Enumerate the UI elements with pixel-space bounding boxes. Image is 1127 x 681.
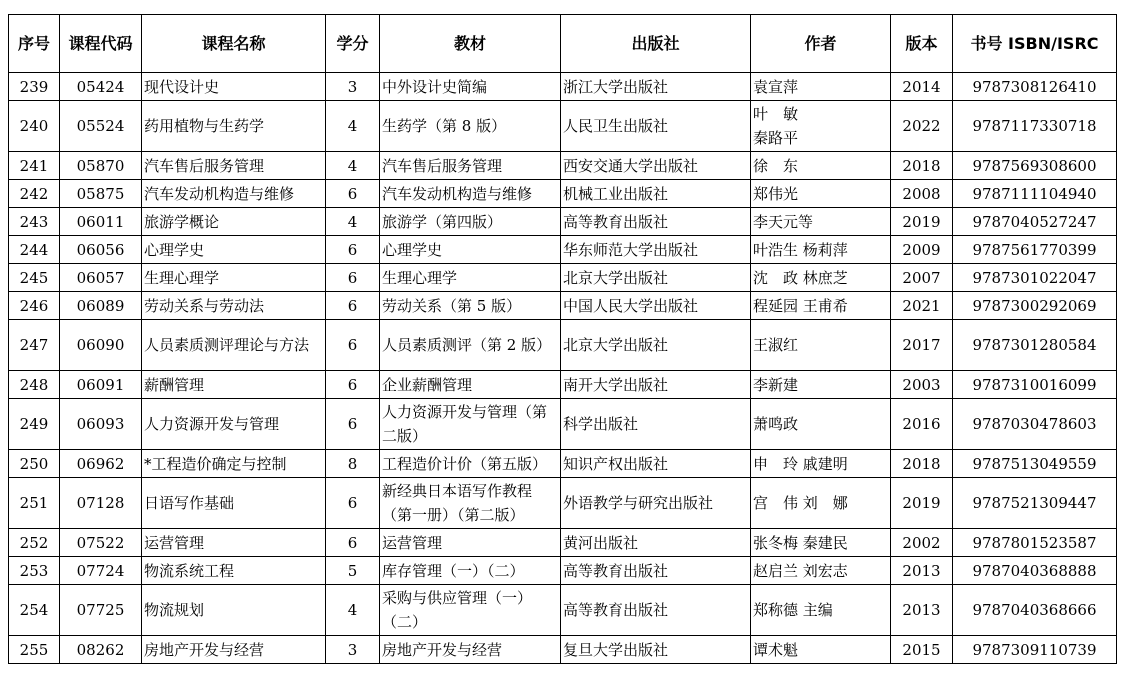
table-row [9, 529, 1117, 557]
cell-publisher: 南开大学出版社 [561, 371, 751, 399]
cell-publisher: 知识产权出版社 [561, 450, 751, 478]
cell-edition: 2002 [891, 529, 953, 557]
header-publisher: 出版社 [561, 15, 751, 73]
cell-author: 申 玲 戚建明 [751, 450, 891, 478]
cell-edition: 2018 [891, 152, 953, 180]
cell-author: 袁宣萍 [751, 73, 891, 101]
cell-textbook: 中外设计史简编 [380, 73, 561, 101]
cell-publisher: 机械工业出版社 [561, 180, 751, 208]
cell-credits: 4 [326, 208, 380, 236]
cell-textbook: 人力资源开发与管理（第二版） [380, 399, 561, 450]
cell-textbook: 工程造价计价（第五版） [380, 450, 561, 478]
cell-index: 255 [9, 636, 60, 664]
cell-course-name: 心理学史 [142, 236, 326, 264]
cell-isbn: 9787030478603 [953, 399, 1117, 450]
cell-edition: 2019 [891, 208, 953, 236]
cell-textbook: 旅游学（第四版） [380, 208, 561, 236]
cell-edition: 2013 [891, 585, 953, 636]
header-credits: 学分 [326, 15, 380, 73]
header-course-code: 课程代码 [60, 15, 142, 73]
cell-edition: 2014 [891, 73, 953, 101]
cell-edition: 2009 [891, 236, 953, 264]
table-row [9, 585, 1117, 636]
cell-textbook: 生理心理学 [380, 264, 561, 292]
cell-author: 宫 伟 刘 娜 [751, 478, 891, 529]
cell-index: 242 [9, 180, 60, 208]
cell-credits: 4 [326, 585, 380, 636]
cell-author: 程延园 王甫希 [751, 292, 891, 320]
cell-author: 王淑红 [751, 320, 891, 371]
cell-author: 赵启兰 刘宏志 [751, 557, 891, 585]
table-row [9, 399, 1117, 450]
cell-course-name: 运营管理 [142, 529, 326, 557]
cell-publisher: 高等教育出版社 [561, 585, 751, 636]
cell-textbook: 房地产开发与经营 [380, 636, 561, 664]
cell-textbook: 库存管理（一）（二） [380, 557, 561, 585]
cell-credits: 3 [326, 73, 380, 101]
cell-course-code: 07128 [60, 478, 142, 529]
cell-publisher: 高等教育出版社 [561, 208, 751, 236]
cell-publisher: 复旦大学出版社 [561, 636, 751, 664]
cell-index: 240 [9, 101, 60, 152]
cell-author: 李新建 [751, 371, 891, 399]
cell-course-name: 生理心理学 [142, 264, 326, 292]
cell-course-name: 人员素质测评理论与方法 [142, 320, 326, 371]
cell-edition: 2008 [891, 180, 953, 208]
cell-textbook: 人员素质测评（第 2 版） [380, 320, 561, 371]
cell-course-code: 07725 [60, 585, 142, 636]
cell-edition: 2019 [891, 478, 953, 529]
table-row [9, 557, 1117, 585]
cell-textbook: 企业薪酬管理 [380, 371, 561, 399]
cell-course-name: 日语写作基础 [142, 478, 326, 529]
cell-isbn: 9787040368888 [953, 557, 1117, 585]
cell-index: 239 [9, 73, 60, 101]
cell-credits: 4 [326, 152, 380, 180]
cell-index: 248 [9, 371, 60, 399]
cell-credits: 6 [326, 371, 380, 399]
cell-publisher: 北京大学出版社 [561, 320, 751, 371]
cell-textbook: 汽车发动机构造与维修 [380, 180, 561, 208]
cell-isbn: 9787561770399 [953, 236, 1117, 264]
cell-credits: 6 [326, 292, 380, 320]
table-row [9, 73, 1117, 101]
cell-course-name: 旅游学概论 [142, 208, 326, 236]
header-course-name: 课程名称 [142, 15, 326, 73]
cell-isbn: 9787301022047 [953, 264, 1117, 292]
cell-course-name: 汽车售后服务管理 [142, 152, 326, 180]
header-isbn: 书号 ISBN/ISRC [953, 15, 1117, 73]
header-author: 作者 [751, 15, 891, 73]
cell-index: 241 [9, 152, 60, 180]
cell-isbn: 9787040527247 [953, 208, 1117, 236]
cell-credits: 6 [326, 264, 380, 292]
cell-course-name: *工程造价确定与控制 [142, 450, 326, 478]
cell-index: 250 [9, 450, 60, 478]
cell-edition: 2016 [891, 399, 953, 450]
cell-course-name: 房地产开发与经营 [142, 636, 326, 664]
cell-credits: 3 [326, 636, 380, 664]
cell-publisher: 黄河出版社 [561, 529, 751, 557]
cell-isbn: 9787300292069 [953, 292, 1117, 320]
cell-textbook: 生药学（第 8 版） [380, 101, 561, 152]
cell-isbn: 9787301280584 [953, 320, 1117, 371]
cell-isbn: 9787040368666 [953, 585, 1117, 636]
table-row [9, 236, 1117, 264]
cell-course-name: 现代设计史 [142, 73, 326, 101]
cell-index: 254 [9, 585, 60, 636]
cell-author: 沈 政 林庶芝 [751, 264, 891, 292]
table-row [9, 450, 1117, 478]
cell-author: 张冬梅 秦建民 [751, 529, 891, 557]
cell-publisher: 高等教育出版社 [561, 557, 751, 585]
cell-credits: 5 [326, 557, 380, 585]
table-row [9, 371, 1117, 399]
cell-isbn: 9787513049559 [953, 450, 1117, 478]
header-row [9, 15, 1117, 73]
cell-isbn: 9787309110739 [953, 636, 1117, 664]
cell-edition: 2022 [891, 101, 953, 152]
cell-isbn: 9787801523587 [953, 529, 1117, 557]
table-row [9, 636, 1117, 664]
cell-isbn: 9787117330718 [953, 101, 1117, 152]
cell-course-code: 05870 [60, 152, 142, 180]
cell-course-code: 06091 [60, 371, 142, 399]
cell-publisher: 中国人民大学出版社 [561, 292, 751, 320]
textbook-table [8, 14, 1117, 664]
cell-course-code: 08262 [60, 636, 142, 664]
cell-index: 249 [9, 399, 60, 450]
cell-credits: 6 [326, 320, 380, 371]
cell-textbook: 心理学史 [380, 236, 561, 264]
cell-publisher: 华东师范大学出版社 [561, 236, 751, 264]
cell-course-name: 劳动关系与劳动法 [142, 292, 326, 320]
cell-index: 253 [9, 557, 60, 585]
cell-isbn: 9787310016099 [953, 371, 1117, 399]
cell-credits: 6 [326, 399, 380, 450]
cell-edition: 2018 [891, 450, 953, 478]
cell-author: 叶浩生 杨莉萍 [751, 236, 891, 264]
header-index: 序号 [9, 15, 60, 73]
cell-textbook: 运营管理 [380, 529, 561, 557]
table-row [9, 320, 1117, 371]
cell-course-code: 06011 [60, 208, 142, 236]
cell-course-code: 05524 [60, 101, 142, 152]
cell-index: 251 [9, 478, 60, 529]
cell-publisher: 浙江大学出版社 [561, 73, 751, 101]
table-row [9, 101, 1117, 152]
cell-course-name: 人力资源开发与管理 [142, 399, 326, 450]
cell-course-code: 06090 [60, 320, 142, 371]
cell-course-code: 07724 [60, 557, 142, 585]
cell-credits: 6 [326, 529, 380, 557]
cell-course-name: 物流规划 [142, 585, 326, 636]
cell-author: 萧鸣政 [751, 399, 891, 450]
cell-author: 郑伟光 [751, 180, 891, 208]
cell-edition: 2021 [891, 292, 953, 320]
cell-publisher: 北京大学出版社 [561, 264, 751, 292]
cell-credits: 4 [326, 101, 380, 152]
cell-isbn: 9787111104940 [953, 180, 1117, 208]
table-row [9, 152, 1117, 180]
cell-isbn: 9787308126410 [953, 73, 1117, 101]
cell-edition: 2007 [891, 264, 953, 292]
cell-index: 245 [9, 264, 60, 292]
header-textbook: 教材 [380, 15, 561, 73]
cell-index: 252 [9, 529, 60, 557]
cell-credits: 6 [326, 180, 380, 208]
cell-course-name: 药用植物与生药学 [142, 101, 326, 152]
cell-author: 叶 敏 秦路平 [751, 101, 891, 152]
cell-course-code: 06089 [60, 292, 142, 320]
cell-course-code: 06962 [60, 450, 142, 478]
cell-index: 243 [9, 208, 60, 236]
cell-isbn: 9787569308600 [953, 152, 1117, 180]
cell-publisher: 外语教学与研究出版社 [561, 478, 751, 529]
cell-isbn: 9787521309447 [953, 478, 1117, 529]
cell-course-code: 07522 [60, 529, 142, 557]
cell-author: 谭术魁 [751, 636, 891, 664]
cell-author: 郑称德 主编 [751, 585, 891, 636]
cell-course-code: 06093 [60, 399, 142, 450]
cell-index: 244 [9, 236, 60, 264]
cell-index: 247 [9, 320, 60, 371]
table-row [9, 292, 1117, 320]
table-row [9, 264, 1117, 292]
cell-textbook: 采购与供应管理（一）（二） [380, 585, 561, 636]
cell-credits: 8 [326, 450, 380, 478]
cell-edition: 2003 [891, 371, 953, 399]
cell-edition: 2015 [891, 636, 953, 664]
cell-course-code: 05875 [60, 180, 142, 208]
cell-textbook: 劳动关系（第 5 版） [380, 292, 561, 320]
cell-credits: 6 [326, 478, 380, 529]
cell-course-name: 物流系统工程 [142, 557, 326, 585]
cell-textbook: 汽车售后服务管理 [380, 152, 561, 180]
cell-author: 李天元等 [751, 208, 891, 236]
header-edition: 版本 [891, 15, 953, 73]
table-row [9, 180, 1117, 208]
cell-edition: 2017 [891, 320, 953, 371]
cell-credits: 6 [326, 236, 380, 264]
cell-course-code: 06057 [60, 264, 142, 292]
cell-author: 徐 东 [751, 152, 891, 180]
cell-publisher: 科学出版社 [561, 399, 751, 450]
cell-course-code: 05424 [60, 73, 142, 101]
cell-course-code: 06056 [60, 236, 142, 264]
cell-course-name: 薪酬管理 [142, 371, 326, 399]
cell-edition: 2013 [891, 557, 953, 585]
cell-publisher: 人民卫生出版社 [561, 101, 751, 152]
cell-publisher: 西安交通大学出版社 [561, 152, 751, 180]
table-row [9, 208, 1117, 236]
cell-index: 246 [9, 292, 60, 320]
cell-course-name: 汽车发动机构造与维修 [142, 180, 326, 208]
cell-textbook: 新经典日本语写作教程（第一册）（第二版） [380, 478, 561, 529]
table-row [9, 478, 1117, 529]
